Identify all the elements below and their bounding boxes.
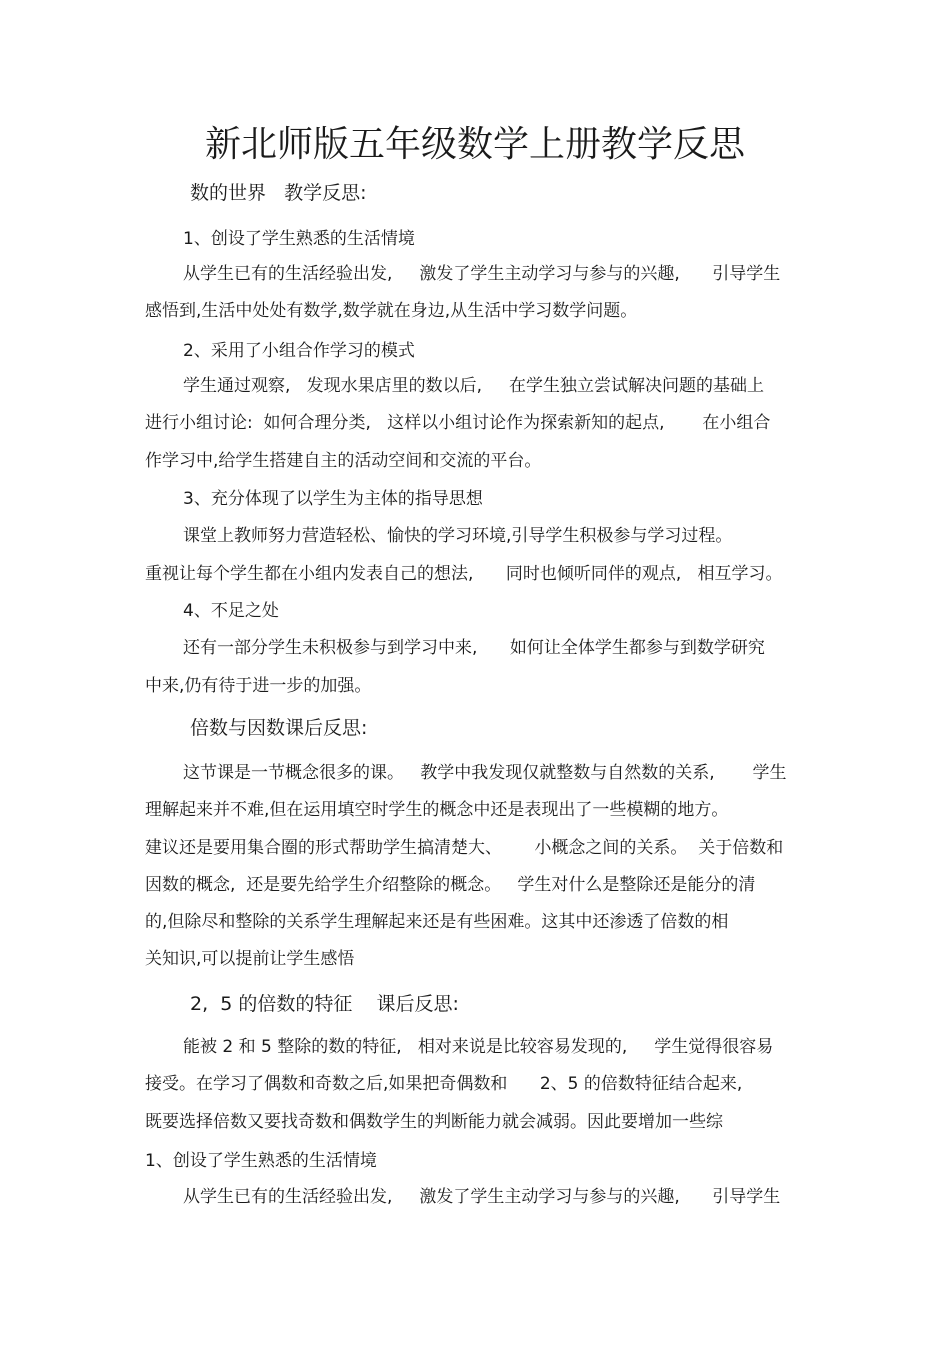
paragraph-line: 还有一部分学生未积极参与到学习中来, 如何让全体学生都参与到数学研究 [183, 638, 765, 658]
paragraph-line: 能被 2 和 5 整除的数的特征, 相对来说是比较容易发现的, 学生觉得很容易 [183, 1037, 774, 1057]
point-title: 1、创设了学生熟悉的生活情境 [183, 229, 415, 249]
point-title: 2、采用了小组合作学习的模式 [183, 341, 415, 361]
point-title: 3、充分体现了以学生为主体的指导思想 [183, 489, 483, 509]
paragraph-line: 接受。在学习了偶数和奇数之后,如果把奇偶数和 2、5 的倍数特征结合起来, [145, 1074, 743, 1094]
paragraph-line: 关知识,可以提前让学生感悟 [145, 949, 355, 969]
paragraph-line: 建议还是要用集合圈的形式帮助学生搞清楚大、 小概念之间的关系。 关于倍数和 [145, 838, 784, 858]
paragraph-line: 学生通过观察, 发现水果店里的数以后, 在学生独立尝试解决问题的基础上 [183, 376, 765, 396]
section-heading-multiples-2-5: 2, 5 的倍数的特征 课后反思: [190, 993, 459, 1015]
paragraph-line: 从学生已有的生活经验出发, 激发了学生主动学习与参与的兴趣, 引导学生 [183, 264, 781, 284]
point-title: 4、不足之处 [183, 601, 279, 621]
paragraph-line: 的,但除尽和整除的关系学生理解起来还是有些困难。这其中还渗透了倍数的相 [145, 912, 729, 932]
section-heading-multiples-factors: 倍数与因数课后反思: [190, 717, 368, 739]
paragraph-line: 既要选择倍数又要找奇数和偶数学生的判断能力就会减弱。因此要增加一些综 [145, 1112, 723, 1132]
paragraph-line: 从学生已有的生活经验出发, 激发了学生主动学习与参与的兴趣, 引导学生 [183, 1187, 781, 1207]
paragraph-line: 课堂上教师努力营造轻松、愉快的学习环境,引导学生积极参与学习过程。 [183, 526, 733, 546]
paragraph-line: 进行小组讨论: 如何合理分类, 这样以小组讨论作为探索新知的起点, 在小组合 [145, 413, 771, 433]
section-heading-number-world: 数的世界 教学反思: [190, 182, 367, 204]
paragraph-line: 因数的概念, 还是要先给学生介绍整除的概念。 学生对什么是整除还是能分的清 [145, 875, 756, 895]
page-title: 新北师版五年级数学上册教学反思 [204, 124, 745, 165]
paragraph-line: 作学习中,给学生搭建自主的活动空间和交流的平台。 [145, 451, 542, 471]
paragraph-line: 这节课是一节概念很多的课。 教学中我发现仅就整数与自然数的关系, 学生 [183, 763, 787, 783]
paragraph-line: 感悟到,生活中处处有数学,数学就在身边,从生活中学习数学问题。 [145, 301, 638, 321]
paragraph-line: 中来,仍有待于进一步的加强。 [145, 676, 372, 696]
point-title: 1、创设了学生熟悉的生活情境 [145, 1151, 377, 1171]
paragraph-line: 重视让每个学生都在小组内发表自己的想法, 同时也倾听同伴的观点, 相互学习。 [145, 564, 783, 584]
paragraph-line: 理解起来并不难,但在运用填空时学生的概念中还是表现出了一些模糊的地方。 [145, 800, 729, 820]
